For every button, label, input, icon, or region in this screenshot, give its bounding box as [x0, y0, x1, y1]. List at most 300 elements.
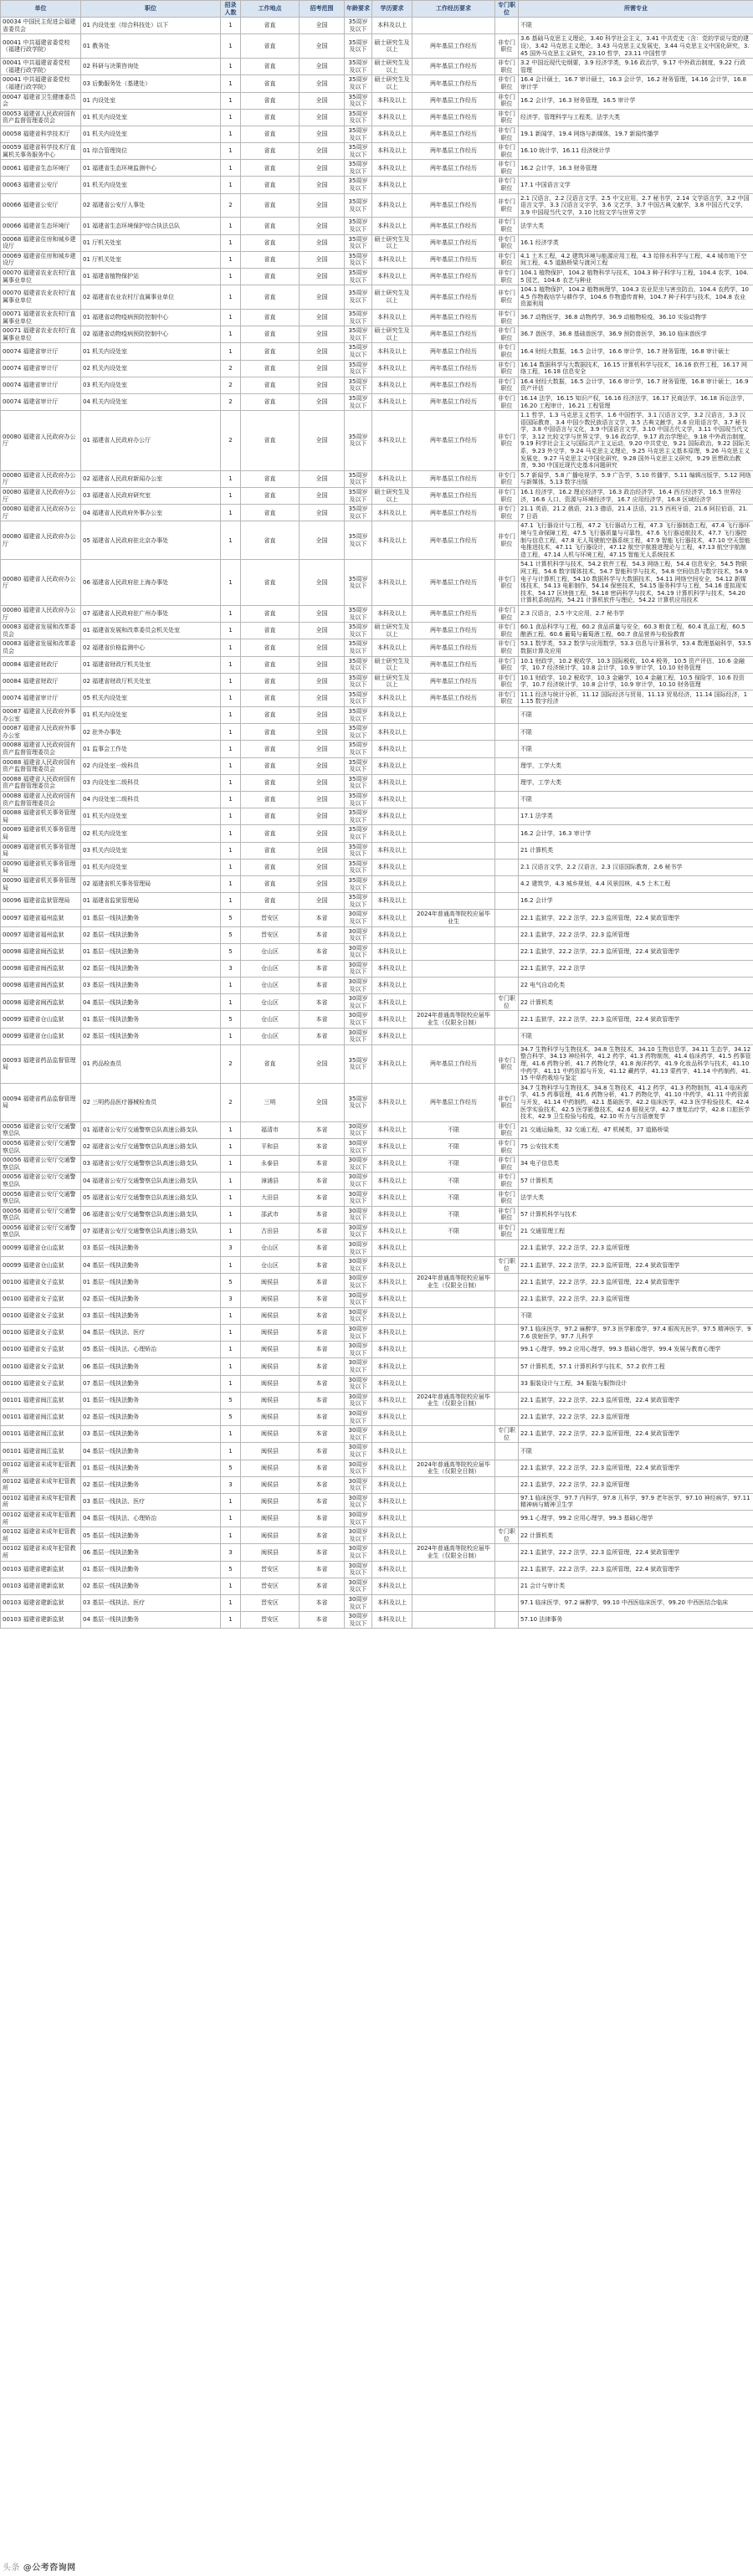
education-cell: 本科及以上 — [372, 1325, 412, 1342]
education-cell: 本科及以上 — [372, 411, 412, 471]
post-cell: 02 三明药品医疗器械检查员 — [81, 1083, 221, 1121]
education-cell: 硕士研究生及以上 — [372, 673, 412, 690]
age-cell: 35周岁及以下 — [345, 488, 372, 505]
recruit-cell: 5 — [221, 1011, 241, 1028]
table-row — [1, 1426, 753, 1443]
major-cell: 22.1 监狱学，22.2 法学，22.3 监所管理，22.4 狱政管理学 — [519, 1011, 753, 1028]
recruit-cell: 1 — [221, 1307, 241, 1324]
experience-cell: 两年基层工作经历 — [412, 411, 495, 471]
education-cell: 本科及以上 — [372, 808, 412, 825]
major-cell: 19.1 新闻学，19.4 网络与新媒体，19.7 新闻传播学 — [519, 126, 753, 142]
scope-cell: 全国 — [300, 505, 345, 521]
major-cell: 经济学，管理科学与工程类，法学大类 — [519, 109, 753, 126]
experience-cell — [412, 741, 495, 757]
recruit-cell: 1 — [221, 808, 241, 825]
scope-cell: 本省 — [300, 1307, 345, 1324]
location-cell: 闽侯县 — [241, 1274, 300, 1291]
post-cell: 04 福建省人民政府外事办公室 — [81, 505, 221, 521]
major-cell: 22.1 监狱学，22.2 法学，22.3 监所管理，22.4 狱政管理学 — [519, 910, 753, 926]
post-cell: 04 机关内设处室 — [81, 393, 221, 410]
table-row — [1, 109, 753, 126]
experience-cell: 两年基层工作经历 — [412, 690, 495, 706]
location-cell: 闽侯县 — [241, 1325, 300, 1342]
special-cell — [495, 774, 519, 791]
special-cell — [495, 1028, 519, 1044]
table-row — [1, 1392, 753, 1409]
education-cell: 本科及以上 — [372, 842, 412, 859]
major-cell: 60.1 食品科学与工程，60.2 食品质量与安全，60.3 粮食工程，60.4 乳品工程，60.5 酿酒工程，60.6 葡萄与葡萄酒工程，60.7 食品营养与检验教育 — [519, 623, 753, 639]
special-cell: 非专门职位 — [495, 218, 519, 234]
age-cell: 35周岁及以下 — [345, 724, 372, 741]
scope-cell: 全国 — [300, 757, 345, 774]
location-cell: 省直 — [241, 393, 300, 410]
education-cell: 本科及以上 — [372, 521, 412, 560]
location-cell: 仓山区 — [241, 1257, 300, 1274]
table-row — [1, 656, 753, 673]
location-cell: 晋安区 — [241, 1595, 300, 1612]
age-cell: 35周岁及以下 — [345, 309, 372, 326]
post-cell: 03 基层一线执法勤务 — [81, 978, 221, 994]
post-cell: 03 基层一线执法、医疗 — [81, 1595, 221, 1612]
experience-cell — [412, 893, 495, 910]
unit-cell: 00056 福建省公安厅交通警察总队 — [1, 1156, 81, 1173]
recruit-cell: 1 — [221, 1511, 241, 1527]
scope-cell: 全国 — [300, 792, 345, 808]
experience-cell: 不限 — [412, 1156, 495, 1173]
post-cell: 03 后勤服务处（基建处） — [81, 75, 221, 92]
special-cell — [495, 910, 519, 926]
special-cell — [495, 1460, 519, 1476]
table-row — [1, 792, 753, 808]
post-cell: 07 基层一线执法勤务 — [81, 1375, 221, 1392]
major-cell: 21 计算机类 — [519, 842, 753, 859]
unit-cell: 00100 福建省女子监狱 — [1, 1325, 81, 1342]
age-cell: 30周岁及以下 — [345, 1342, 372, 1358]
major-cell: 34 电子信息类 — [519, 1156, 753, 1173]
header-location: 工作地点 — [241, 1, 300, 18]
experience-cell — [412, 875, 495, 892]
major-cell: 不限 — [519, 1307, 753, 1324]
post-cell: 02 福建省价格监测中心 — [81, 639, 221, 656]
experience-cell: 两年基层工作经历 — [412, 285, 495, 310]
header-experience: 工作经历要求 — [412, 1, 495, 18]
special-cell: 非专门职位 — [495, 126, 519, 142]
education-cell: 本科及以上 — [372, 505, 412, 521]
special-cell: 非专门职位 — [495, 1223, 519, 1239]
age-cell: 35周岁及以下 — [345, 177, 372, 193]
recruit-cell: 2 — [221, 393, 241, 410]
recruit-cell: 1 — [221, 1325, 241, 1342]
recruit-cell: 2 — [221, 411, 241, 471]
age-cell: 35周岁及以下 — [345, 1083, 372, 1121]
scope-cell: 全国 — [300, 92, 345, 109]
recruit-cell: 2 — [221, 377, 241, 393]
scope-cell: 本省 — [300, 1325, 345, 1342]
recruit-cell: 1 — [221, 92, 241, 109]
table-row — [1, 707, 753, 724]
table-row — [1, 1460, 753, 1476]
unit-cell: 00088 福建省人民政府国有资产监督管理委员会 — [1, 757, 81, 774]
age-cell: 35周岁及以下 — [345, 690, 372, 706]
education-cell: 本科及以上 — [372, 1240, 412, 1257]
special-cell: 非专门职位 — [495, 521, 519, 560]
age-cell: 30周岁及以下 — [345, 960, 372, 977]
major-cell: 22.1 监狱学，22.2 法学，22.3 监所管理 — [519, 1240, 753, 1257]
post-cell: 01 内设处室 — [81, 92, 221, 109]
location-cell: 省直 — [241, 160, 300, 177]
recruit-cell: 1 — [221, 741, 241, 757]
major-cell: 21 会计与审计类 — [519, 1578, 753, 1594]
experience-cell — [412, 1358, 495, 1375]
post-cell: 02 福建省机关事务管理局 — [81, 875, 221, 892]
location-cell: 省直 — [241, 126, 300, 142]
special-cell — [495, 1561, 519, 1578]
unit-cell: 00096 福建省监狱管理局 — [1, 893, 81, 910]
special-cell: 非专门职位 — [495, 470, 519, 487]
recruit-cell: 1 — [221, 656, 241, 673]
location-cell: 省直 — [241, 470, 300, 487]
location-cell: 古田县 — [241, 1223, 300, 1239]
unit-cell: 00099 福建省仓山监狱 — [1, 1011, 81, 1028]
education-cell: 本科及以上 — [372, 309, 412, 326]
major-cell: 57 计算机科学与技术 — [519, 1206, 753, 1223]
recruit-cell: 1 — [221, 1426, 241, 1443]
special-cell: 非专门职位 — [495, 343, 519, 360]
experience-cell: 不限 — [412, 1189, 495, 1206]
table-row — [1, 757, 753, 774]
major-cell: 2.1 汉语言文学，2.2 汉语言，2.3 汉语国际教育，2.6 秘书学 — [519, 859, 753, 875]
location-cell: 省直 — [241, 690, 300, 706]
unit-cell: 00034 中国民主促进会福建省委员会 — [1, 18, 81, 34]
special-cell: 非专门职位 — [495, 160, 519, 177]
recruit-cell: 1 — [221, 978, 241, 994]
recruit-cell: 1 — [221, 1028, 241, 1044]
post-cell: 04 基层一线执法勤务 — [81, 1443, 221, 1460]
major-cell: 47.1 飞行器设计与工程，47.2 飞行器动力工程，47.3 飞行器制造工程，47.4 飞行器环境与生命保障工程，47.5 飞行器质量与可靠性，47.6 飞行器适航技术，47.7 飞行器控制与信息工程，47.8 无人驾驶航空器系统工程，47.9 智能飞行器技术，47.10 空天智能电推进技术，47.11 飞行器设计，47.12 航空宇航推进理论与工程，47.13 航空宇航制造工程，47.14 人机与环境工程，47.15 智能无人系统技术 — [519, 521, 753, 560]
special-cell: 非专门职位 — [495, 411, 519, 471]
recruit-cell: 3 — [221, 1240, 241, 1257]
unit-cell: 00080 福建省人民政府办公厅 — [1, 488, 81, 505]
unit-cell: 00074 福建省审计厅 — [1, 393, 81, 410]
experience-cell — [412, 724, 495, 741]
recruit-cell: 1 — [221, 560, 241, 606]
post-cell: 01 机关内设处室 — [81, 109, 221, 126]
age-cell: 35周岁及以下 — [345, 285, 372, 310]
post-cell: 01 机关内设处室 — [81, 343, 221, 360]
experience-cell: 两年基层工作经历 — [412, 75, 495, 92]
table-row — [1, 521, 753, 560]
major-cell: 法学大类 — [519, 218, 753, 234]
scope-cell: 全国 — [300, 218, 345, 234]
scope-cell: 本省 — [300, 1476, 345, 1493]
scope-cell: 本省 — [300, 1511, 345, 1527]
unit-cell: 00083 福建省发展和改革委员会 — [1, 639, 81, 656]
special-cell — [495, 18, 519, 34]
education-cell: 本科及以上 — [372, 393, 412, 410]
post-cell: 01 基层一线执法勤务 — [81, 1274, 221, 1291]
experience-cell — [412, 1493, 495, 1510]
post-cell: 05 机关内设处室 — [81, 690, 221, 706]
post-cell: 02 基层一线执法勤务 — [81, 1028, 221, 1044]
age-cell: 30周岁及以下 — [345, 1121, 372, 1138]
unit-cell: 00103 福建省建新监狱 — [1, 1612, 81, 1629]
age-cell: 35周岁及以下 — [345, 825, 372, 842]
location-cell: 省直 — [241, 411, 300, 471]
unit-cell: 00058 福建省科学技术厅 — [1, 126, 81, 142]
recruit-cell: 3 — [221, 960, 241, 977]
education-cell: 本科及以上 — [372, 1156, 412, 1173]
location-cell: 晋安区 — [241, 1561, 300, 1578]
special-cell — [495, 808, 519, 825]
unit-cell: 00061 福建省生态环境厅 — [1, 160, 81, 177]
location-cell: 省直 — [241, 360, 300, 377]
special-cell: 专门职位 — [495, 1257, 519, 1274]
post-cell: 02 福建省公安厅交通警察总队高速公路支队 — [81, 1138, 221, 1155]
post-cell: 01 基层一线执法勤务 — [81, 1561, 221, 1578]
unit-cell: 00080 福建省人民政府办公厅 — [1, 505, 81, 521]
post-cell: 01 基层一线执法勤务 — [81, 1460, 221, 1476]
education-cell: 本科及以上 — [372, 160, 412, 177]
special-cell: 非专门职位 — [495, 75, 519, 92]
recruit-cell: 1 — [221, 825, 241, 842]
experience-cell: 2024年普通高等院校应届毕业生（仅限全日制） — [412, 1274, 495, 1291]
location-cell: 省直 — [241, 251, 300, 268]
scope-cell: 本省 — [300, 1257, 345, 1274]
major-cell: 21.1 英语，21.2 俄语，21.3 德语，21.4 法语，21.5 西班牙语，21.6 阿拉伯语，21.7 日语 — [519, 505, 753, 521]
experience-cell: 两年基层工作经历 — [412, 521, 495, 560]
recruit-cell: 5 — [221, 1274, 241, 1291]
experience-cell: 不限 — [412, 1206, 495, 1223]
unit-cell: 00088 福建省人民政府国有资产监督管理委员会 — [1, 774, 81, 791]
age-cell: 35周岁及以下 — [345, 92, 372, 109]
experience-cell: 两年基层工作经历 — [412, 488, 495, 505]
table-row — [1, 960, 753, 977]
post-cell: 01 福建省植物保护站 — [81, 269, 221, 285]
education-cell: 本科及以上 — [372, 926, 412, 943]
post-cell: 02 驻外办事处 — [81, 724, 221, 741]
age-cell: 30周岁及以下 — [345, 1595, 372, 1612]
scope-cell: 本省 — [300, 1561, 345, 1578]
scope-cell: 本省 — [300, 1240, 345, 1257]
major-cell: 16.1 经济学，16.2 理论经济学，16.3 政治经济学，16.4 西方经济学，16.5 世界经济，16.6 人口、资源与环境经济学，16.7 应用经济学，16.8 区域经济学 — [519, 488, 753, 505]
scope-cell: 全国 — [300, 1083, 345, 1121]
watermark-brand: @公考咨询网 — [23, 2563, 76, 2573]
age-cell: 35周岁及以下 — [345, 343, 372, 360]
post-cell: 03 福建省公安厅交通警察总队高速公路支队 — [81, 1156, 221, 1173]
education-cell: 本科及以上 — [372, 1595, 412, 1612]
unit-cell: 00056 福建省公安厅交通警察总队 — [1, 1138, 81, 1155]
experience-cell: 两年基层工作经历 — [412, 377, 495, 393]
recruit-cell: 5 — [221, 1460, 241, 1476]
post-cell: 04 基层一线执法、心理矫治 — [81, 1511, 221, 1527]
unit-cell: 00066 福建省公安厅 — [1, 193, 81, 218]
major-cell: 4.1 土木工程，4.2 建筑环境与能源应用工程，4.3 给排水科学与工程，4.4 城市地下空间工程，4.5 道路桥梁与渡河工程 — [519, 251, 753, 268]
special-cell: 非专门职位 — [495, 234, 519, 251]
special-cell — [495, 1375, 519, 1392]
recruit-cell: 1 — [221, 218, 241, 234]
recruit-cell: 1 — [221, 1223, 241, 1239]
location-cell: 省直 — [241, 859, 300, 875]
age-cell: 30周岁及以下 — [345, 978, 372, 994]
special-cell: 非专门职位 — [495, 360, 519, 377]
experience-cell: 不限 — [412, 1223, 495, 1239]
recruit-cell: 1 — [221, 285, 241, 310]
major-cell: 53.1 数学类，53.2 数学与应用数学，53.3 信息与计算科学，53.4 数理基础科学，53.5 数据计算及应用 — [519, 639, 753, 656]
recruit-cell: 1 — [221, 143, 241, 160]
location-cell: 省直 — [241, 75, 300, 92]
unit-cell: 00100 福建省女子监狱 — [1, 1291, 81, 1307]
major-cell: 97.1 临床医学，97.2 麻醉学，99.10 中西医临床医学，99.20 中西医结合临床 — [519, 1595, 753, 1612]
table-row — [1, 1189, 753, 1206]
recruit-cell: 3 — [221, 1291, 241, 1307]
table-row — [1, 1011, 753, 1028]
major-cell: 16.10 统计学，16.11 经济统计学 — [519, 143, 753, 160]
location-cell: 省直 — [241, 792, 300, 808]
special-cell — [495, 1358, 519, 1375]
education-cell: 硕士研究生及以上 — [372, 234, 412, 251]
location-cell: 省直 — [241, 488, 300, 505]
table-row — [1, 377, 753, 393]
major-cell: 34.7 生物科学与生物技术，34.8 生物技术，34.10 生物信息学，34.11 生态学，34.12 整合科学，34.13 神经科学，41.2 药学，41.3 药物制剂，41.4 临床药学，41.5 药事管理，41.6 药物分析，41.7 药物化学，41.8 海洋药学，41.9 化妆品科学与技术，41.10 中药学，41.11 中药资源与开发，41.12 藏药学，41.13 蒙药学，41.14 中药制药，41.15 中草药栽培与鉴定 — [519, 1044, 753, 1083]
unit-cell: 00103 福建省建新监狱 — [1, 1561, 81, 1578]
scope-cell: 全国 — [300, 343, 345, 360]
location-cell: 省直 — [241, 656, 300, 673]
table-row — [1, 741, 753, 757]
experience-cell: 两年基层工作经历 — [412, 326, 495, 343]
unit-cell: 00083 福建省发展和改革委员会 — [1, 623, 81, 639]
special-cell — [495, 1578, 519, 1594]
header-education: 学历要求 — [372, 1, 412, 18]
location-cell: 闽侯县 — [241, 1493, 300, 1510]
location-cell: 闽侯县 — [241, 1511, 300, 1527]
experience-cell: 两年基层工作经历 — [412, 1083, 495, 1121]
unit-cell: 00063 福建省公安厅 — [1, 177, 81, 193]
education-cell: 本科及以上 — [372, 875, 412, 892]
age-cell: 30周岁及以下 — [345, 1460, 372, 1476]
age-cell: 35周岁及以下 — [345, 160, 372, 177]
recruit-cell: 1 — [221, 1493, 241, 1510]
table-row — [1, 1138, 753, 1155]
unit-cell: 00102 福建省未成年犯管教所 — [1, 1511, 81, 1527]
post-cell: 06 基层一线执法勤务 — [81, 1544, 221, 1561]
unit-cell: 00098 福建省闽西监狱 — [1, 943, 81, 960]
experience-cell: 两年基层工作经历 — [412, 269, 495, 285]
location-cell: 省直 — [241, 623, 300, 639]
education-cell: 本科及以上 — [372, 1223, 412, 1239]
special-cell: 非专门职位 — [495, 690, 519, 706]
recruit-cell: 3 — [221, 1544, 241, 1561]
unit-cell: 00102 福建省未成年犯管教所 — [1, 1460, 81, 1476]
special-cell — [495, 943, 519, 960]
special-cell — [495, 1274, 519, 1291]
experience-cell — [412, 825, 495, 842]
scope-cell: 全国 — [300, 109, 345, 126]
scope-cell: 全国 — [300, 488, 345, 505]
table-row — [1, 488, 753, 505]
major-cell: 4.2 建筑学，4.3 城乡规划，4.4 风景园林，4.5 土木工程 — [519, 875, 753, 892]
age-cell: 30周岁及以下 — [345, 1392, 372, 1409]
education-cell: 本科及以上 — [372, 1426, 412, 1443]
scope-cell: 本省 — [300, 1156, 345, 1173]
unit-cell: 00100 福建省女子监狱 — [1, 1274, 81, 1291]
age-cell: 35周岁及以下 — [345, 326, 372, 343]
recruit-cell: 2 — [221, 1083, 241, 1121]
location-cell: 福清市 — [241, 1121, 300, 1138]
unit-cell: 00041 中共福建省委党校（福建行政学院） — [1, 59, 81, 75]
age-cell: 35周岁及以下 — [345, 393, 372, 410]
education-cell: 本科及以上 — [372, 377, 412, 393]
special-cell — [495, 757, 519, 774]
unit-cell: 00041 中共福建省委党校（福建行政学院） — [1, 34, 81, 59]
special-cell: 非专门职位 — [495, 656, 519, 673]
recruit-cell: 1 — [221, 1443, 241, 1460]
location-cell: 仓山区 — [241, 1011, 300, 1028]
table-row — [1, 18, 753, 34]
location-cell: 闽侯县 — [241, 1527, 300, 1544]
post-cell: 02 福建省农业农村厅直属事业单位 — [81, 285, 221, 310]
scope-cell: 全国 — [300, 34, 345, 59]
major-cell: 11.1 经济与统计分析，11.12 国际经济与贸易，11.13 贸易经济，11.14 国际经济，11.15 数字经济 — [519, 690, 753, 706]
location-cell: 省直 — [241, 326, 300, 343]
age-cell: 30周岁及以下 — [345, 1358, 372, 1375]
unit-cell: 00056 福建省公安厅交通警察总队 — [1, 1223, 81, 1239]
table-header — [1, 1, 753, 18]
special-cell — [495, 842, 519, 859]
experience-cell — [412, 707, 495, 724]
post-cell: 02 基层一线执法勤务 — [81, 926, 221, 943]
education-cell: 本科及以上 — [372, 1189, 412, 1206]
scope-cell: 全国 — [300, 269, 345, 285]
major-cell: 不限 — [519, 741, 753, 757]
recruit-cell: 1 — [221, 792, 241, 808]
table-row — [1, 1476, 753, 1493]
table-row — [1, 309, 753, 326]
age-cell: 30周岁及以下 — [345, 1028, 372, 1044]
table-row — [1, 808, 753, 825]
table-row — [1, 1493, 753, 1510]
recruit-cell: 1 — [221, 893, 241, 910]
unit-cell: 00084 福建省财政厅 — [1, 656, 81, 673]
scope-cell: 全国 — [300, 893, 345, 910]
special-cell: 非专门职位 — [495, 1121, 519, 1138]
recruit-cell: 1 — [221, 1138, 241, 1155]
scope-cell: 本省 — [300, 1595, 345, 1612]
location-cell: 晋安区 — [241, 910, 300, 926]
table-row — [1, 218, 753, 234]
age-cell: 30周岁及以下 — [345, 1173, 372, 1189]
unit-cell: 00066 福建省生态环境厅 — [1, 218, 81, 234]
location-cell: 省直 — [241, 825, 300, 842]
special-cell: 非专门职位 — [495, 560, 519, 606]
scope-cell: 全国 — [300, 673, 345, 690]
education-cell: 本科及以上 — [372, 1138, 412, 1155]
unit-cell: 00084 福建省财政厅 — [1, 673, 81, 690]
special-cell — [495, 893, 519, 910]
table-row — [1, 875, 753, 892]
post-cell: 01 基层一线执法勤务 — [81, 910, 221, 926]
unit-cell: 00098 福建省闽西监狱 — [1, 994, 81, 1011]
education-cell: 本科及以上 — [372, 859, 412, 875]
age-cell: 35周岁及以下 — [345, 505, 372, 521]
post-cell: 04 基层一线执法勤务 — [81, 994, 221, 1011]
header-special: 专门职位 — [495, 1, 519, 18]
location-cell: 省直 — [241, 343, 300, 360]
location-cell: 省直 — [241, 193, 300, 218]
major-cell: 22 电气自动化类 — [519, 978, 753, 994]
scope-cell: 全国 — [300, 326, 345, 343]
education-cell: 硕士研究生及以上 — [372, 34, 412, 59]
education-cell: 本科及以上 — [372, 943, 412, 960]
